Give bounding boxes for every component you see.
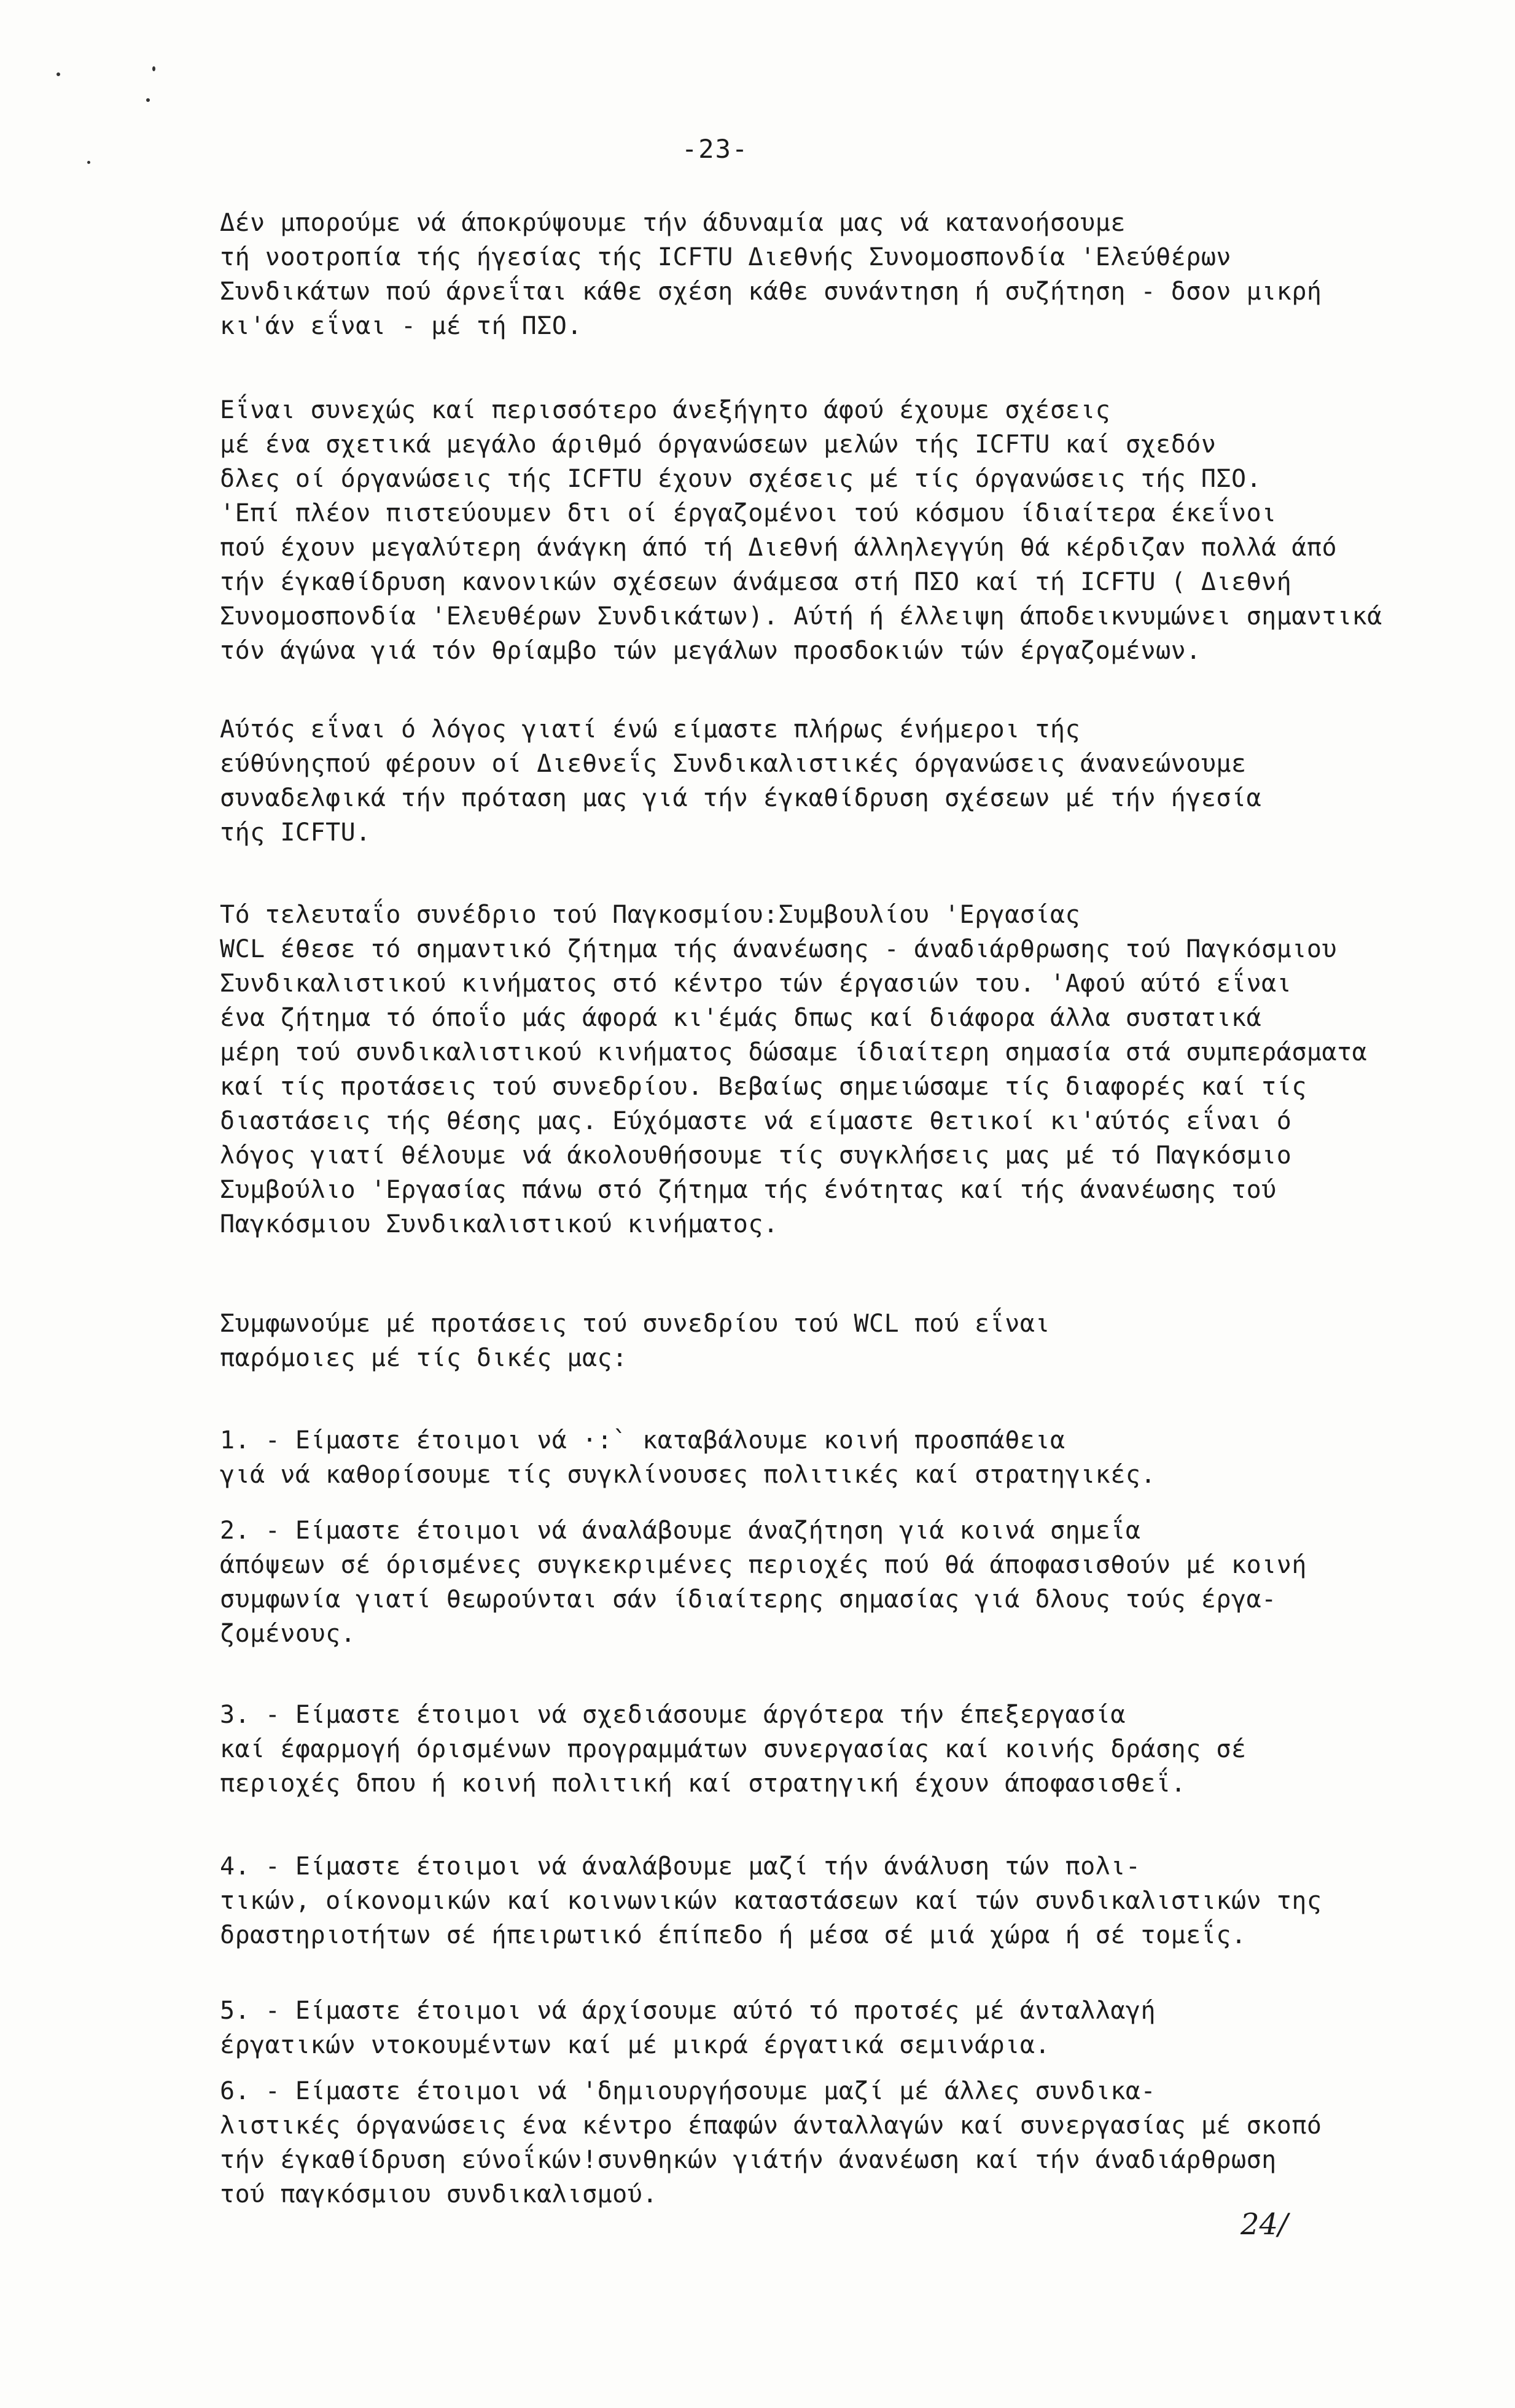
page-number: -23- [682,134,749,164]
text-line: Αύτός εΐναι ό λόγος γιατί ένώ είμαστε πλήρως ένήμεροι τής [220,715,1081,744]
text-line: δραστηριοτήτων σέ ήπειρωτικό έπίπεδο ή μέσα σέ μιά χώρα ή σέ τομεΐς. [220,1921,1247,1949]
paragraph [220,1849,1387,1952]
text-line: Συμφωνούμε μέ προτάσεις τού συνεδρίου τού WCL πού εΐναι [220,1310,1051,1338]
text-line: 'Επί πλέον πιστεύουμεν δτι οί έργαζομένοι τού κόσμου ίδιαίτερα έκεΐνοι [220,499,1277,527]
text-line: μέρη τού συνδικαλιστικού κινήματος δώσαμε ίδιαίτερη σημασία στά συμπεράσματα [220,1038,1368,1066]
text-line: ένα ζήτημα τό όποΐο μάς άφορά κι'έμάς δπως καί διάφορα άλλα συστατικά [220,1004,1262,1032]
text-line: τικών, οίκονομικών καί κοινωνικών καταστάσεων καί τών συνδικαλιστικών της [220,1887,1322,1915]
text-line: γιά νά καθορίσουμε τίς συγκλίνουσες πολιτικές καί στρατηγικές. [220,1461,1156,1489]
text-line: 6. - Είμαστε έτοιμοι νά 'δημιουργήσουμε μαζί μέ άλλες συνδικα- [220,2077,1156,2105]
text-line: Συνομοσπονδία 'Ελευθέρων Συνδικάτων). Αύτή ή έλλειψη άποδεικνυμώνει σημαντικά [220,602,1382,631]
text-line: 1. - Είμαστε έτοιμοι νά ·:` καταβάλουμε κοινή προσπάθεια [220,1426,1065,1455]
scan-speck [146,98,150,102]
paragraph [220,206,1387,343]
text-line: Παγκόσμιου Συνδικαλιστικού κινήματος. [220,1210,779,1238]
text-line: 5. - Είμαστε έτοιμοι νά άρχίσουμε αύτό τό προτσές μέ άνταλλαγή [220,1997,1156,2025]
text-line: 2. - Είμαστε έτοιμοι νά άναλάβουμε άναζήτηση γιά κοινά σημεΐα [220,1517,1141,1545]
text-line: τήν έγκαθίδρυση κανονικών σχέσεων άνάμεσα στή ΠΣΟ καί τή ICFTU ( Διεθνή [220,568,1292,596]
text-line: WCL έθεσε τό σημαντικό ζήτημα τής άνανέωσης - άναδιάρθρωσης τού Παγκόσμιου [220,935,1338,963]
text-line: παρόμοιες μέ τίς δικές μας: [220,1344,628,1372]
paragraph [220,712,1387,850]
text-line: τής ICFTU. [220,818,371,847]
text-line: άπόψεων σέ όρισμένες συγκεκριμένες περιοχές πού θά άποφασισθούν μέ κοινή [220,1551,1307,1579]
text-line: πού έχουν μεγαλύτερη άνάγκη άπό τή Διεθνή άλληλεγγύη θά κέρδιζαν πολλά άπό [220,534,1338,562]
text-line: τόν άγώνα γιά τόν θρίαμβο τών μεγάλων προσδοκιών τών έργαζομένων. [220,637,1201,665]
text-line: διαστάσεις τής θέσης μας. Εύχόμαστε νά είμαστε θετικοί κι'αύτός εΐναι ό [220,1107,1292,1135]
text-line: Τό τελευταΐο συνέδριο τού Παγκοσμίου:Συμβουλίου 'Εργασίας [220,901,1081,929]
paragraph [220,1994,1387,2062]
text-line: περιοχές δπου ή κοινή πολιτική καί στρατηγική έχουν άποφασισθεΐ. [220,1769,1186,1798]
paragraph [220,1698,1387,1801]
scan-speck [87,161,90,164]
text-line: λιστικές όργανώσεις ένα κέντρο έπαφών άνταλλαγών καί συνεργασίας μέ σκοπό [220,2111,1322,2140]
text-line: μέ ένα σχετικά μεγάλο άριθμό όργανώσεων μελών τής ICFTU καί σχεδόν [220,430,1217,459]
text-line: λόγος γιατί θέλουμε νά άκολουθήσουμε τίς συγκλήσεις μας μέ τό Παγκόσμιο [220,1141,1292,1170]
text-line: έργατικών ντοκουμέντων καί μέ μικρά έργατικά σεμινάρια. [220,2031,1051,2059]
paragraph [220,393,1387,668]
text-line: ζομένους. [220,1620,356,1648]
paragraph [220,2074,1387,2212]
paragraph [220,1513,1387,1651]
scan-speck [56,72,60,76]
text-line: συμφωνία γιατί θεωρούνται σάν ίδιαίτερης σημασίας γιά δλους τούς έργα- [220,1585,1277,1614]
text-line: Συμβούλιο 'Εργασίας πάνω στό ζήτημα τής ένότητας καί τής άνανέωσης τού [220,1176,1277,1204]
paragraph [220,1307,1387,1375]
folio-number: 24/ [1240,2207,1288,2242]
text-line: τήν έγκαθίδρυση εύνοΐκών!συνθηκών γιάτήν άνανέωση καί τήν άναδιάρθρωση [220,2146,1277,2174]
text-line: Συνδικαλιστικού κινήματος στό κέντρο τών έργασιών του. 'Αφού αύτό εΐναι [220,969,1292,998]
text-line: Δέν μπορούμε νά άποκρύψουμε τήν άδυναμία μας νά κατανοήσουμε [220,209,1126,237]
text-line: τή νοοτροπία τής ήγεσίας τής ICFTU Διεθνής Συνομοσπονδία 'Ελεύθέρων [220,243,1231,271]
text-line: καί τίς προτάσεις τού συνεδρίου. Βεβαίως σημειώσαμε τίς διαφορές καί τίς [220,1073,1307,1101]
paragraph [220,898,1387,1241]
text-line: 4. - Είμαστε έτοιμοι νά άναλάβουμε μαζί τήν άνάλυση τών πολι- [220,1852,1141,1881]
text-line: 3. - Είμαστε έτοιμοι νά σχεδιάσουμε άργότερα τήν έπεξεργασία [220,1701,1126,1729]
paragraph [220,1423,1387,1492]
scan-speck [152,66,155,71]
text-line: κι'άν εΐναι - μέ τή ΠΣΟ. [220,312,582,340]
text-line: καί έφαρμογή όρισμένων προγραμμάτων συνεργασίας καί κοινής δράσης σέ [220,1735,1247,1763]
text-line: Συνδικάτων πού άρνεΐται κάθε σχέση κάθε συνάντηση ή συζήτηση - δσον μικρή [220,278,1322,306]
text-line: συναδελφικά τήν πρόταση μας γιά τήν έγκαθίδρυση σχέσεων μέ τήν ήγεσία [220,784,1262,812]
text-line: τού παγκόσμιου συνδικαλισμού. [220,2180,658,2208]
text-line: δλες οί όργανώσεις τής ICFTU έχουν σχέσεις μέ τίς όργανώσεις τής ΠΣΟ. [220,465,1262,493]
text-line: Εΐναι συνεχώς καί περισσότερο άνεξήγητο άφού έχουμε σχέσεις [220,396,1111,424]
text-line: εύθύνηςπού φέρουν οί Διεθνεΐς Συνδικαλιστικές όργανώσεις άνανεώνουμε [220,750,1247,778]
